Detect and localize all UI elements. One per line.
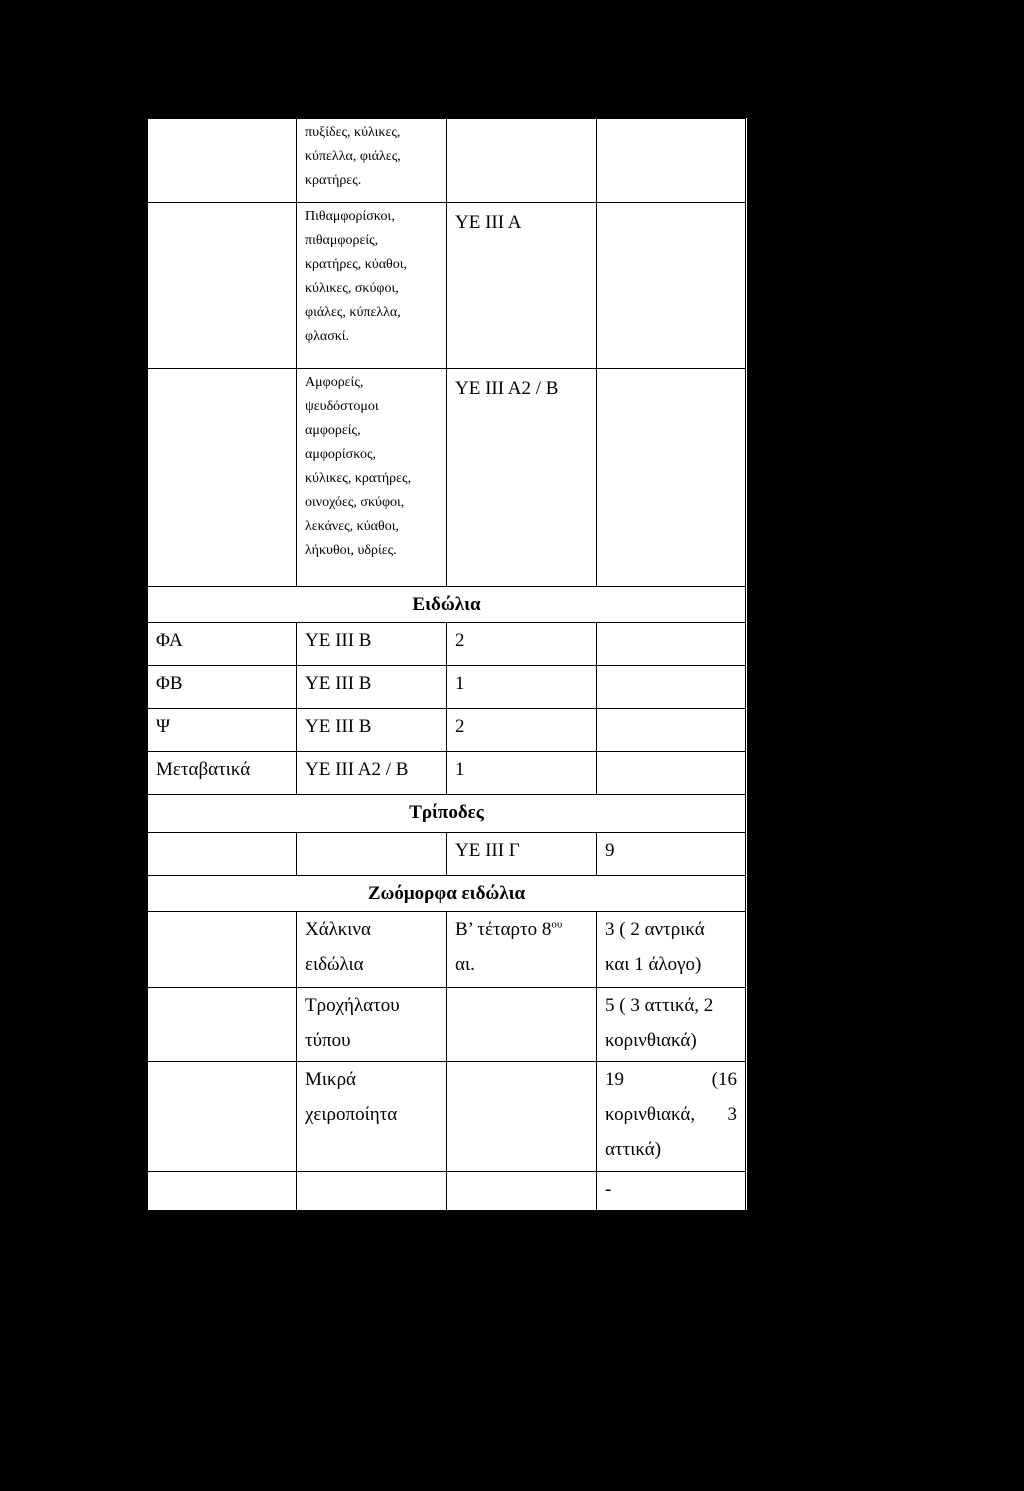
section-header-row: [148, 795, 746, 833]
table-row: [148, 912, 746, 988]
type-cell: Μικρά χειροποίητα: [297, 1062, 447, 1172]
type-cell: Χάλκινα ειδώλια: [297, 912, 447, 988]
type-cell: ΦΒ: [148, 666, 297, 709]
period-cell: ΥΕ ΙΙΙ Α2 / Β: [447, 369, 597, 587]
table-row: [148, 369, 746, 587]
dash-cell: -: [597, 1172, 746, 1215]
period-cell: ΥΕ ΙΙΙ Β: [297, 623, 447, 666]
cell-empty: [447, 1172, 597, 1215]
type-cell: Μεταβατικά: [148, 752, 297, 795]
vessel-list-cell: Πιθαμφορίσκοι, πιθαμφορείς, κρατήρες, κύαθοι, κύλικες, σκύφοι, φιάλες, κύπελλα, φλασκί.: [297, 203, 447, 369]
cell-empty: [597, 203, 746, 369]
table-row: [148, 623, 746, 666]
count-cell: 19 (16 κορινθιακά, 3 αττικά): [597, 1062, 746, 1172]
cell-empty: [148, 203, 297, 369]
period-cell: Β’ τέταρτο $8^{o\upsilon}$ αι.: [447, 912, 597, 988]
cell-empty: [148, 833, 297, 876]
vessel-list-cell: πυξίδες, κύλικες, κύπελλα, φιάλες, κρατήρες.: [297, 119, 447, 203]
count-cell: 2: [447, 623, 597, 666]
table-row: [148, 203, 746, 369]
period-cell: ΥΕ ΙΙΙ Β: [297, 709, 447, 752]
cell-empty: [148, 369, 297, 587]
section-heading-eidolia: Ειδώλια: [148, 587, 746, 623]
vessel-list-cell: Αμφορείς, ψευδόστομοι αμφορείς, αμφορίσκος, κύλικες, κρατήρες, οινοχόες, σκύφοι, λεκάνες, κύαθοι, λήκυθοι, υδρίες.: [297, 369, 447, 587]
cell-empty: [148, 1062, 297, 1172]
count-cell: 3 ( 2 αντρικά και 1 άλογο): [597, 912, 746, 988]
cell-empty: [597, 752, 746, 795]
cell-empty: [597, 119, 746, 203]
cell-empty: [148, 119, 297, 203]
table-row: [148, 119, 746, 203]
period-cell: ΥΕ ΙΙΙ Α2 / Β: [297, 752, 447, 795]
type-cell: Τροχήλατου τύπου: [297, 988, 447, 1062]
cell-empty: [148, 988, 297, 1062]
cell-empty: [597, 369, 746, 587]
cell-empty: [148, 1172, 297, 1215]
period-cell: ΥΕ ΙΙΙ Β: [297, 666, 447, 709]
table-row: [148, 666, 746, 709]
cell-empty: [148, 912, 297, 988]
table-row: [148, 1172, 746, 1215]
cell-empty: [597, 709, 746, 752]
type-cell: [297, 833, 447, 876]
count-cell: 2: [447, 709, 597, 752]
cell-empty: [447, 119, 597, 203]
document-page: [147, 118, 747, 1210]
count-cell: 1: [447, 752, 597, 795]
period-cell: ΥΕ ΙΙΙ Γ: [447, 833, 597, 876]
period-cell: ΥΕ ΙΙΙ Α: [447, 203, 597, 369]
cell-empty: [447, 1062, 597, 1172]
count-cell: 9: [597, 833, 746, 876]
table-row: [148, 988, 746, 1062]
type-cell: Ψ: [148, 709, 297, 752]
table-row: [148, 1062, 746, 1172]
finds-table: [147, 118, 746, 1215]
section-header-row: [148, 587, 746, 623]
table-row: [148, 752, 746, 795]
table-row: [148, 833, 746, 876]
table-row: [148, 709, 746, 752]
cell-empty: [597, 666, 746, 709]
section-header-row: [148, 876, 746, 912]
cell-empty: [597, 623, 746, 666]
section-heading-zoomorfa: Ζωόμορφα ειδώλια: [148, 876, 746, 912]
section-heading-tripodes: Τρίποδες: [148, 795, 746, 833]
cell-empty: [447, 988, 597, 1062]
type-cell: ΦΑ: [148, 623, 297, 666]
cell-empty: [297, 1172, 447, 1215]
count-cell: 1: [447, 666, 597, 709]
count-cell: 5 ( 3 αττικά, 2 κορινθιακά): [597, 988, 746, 1062]
